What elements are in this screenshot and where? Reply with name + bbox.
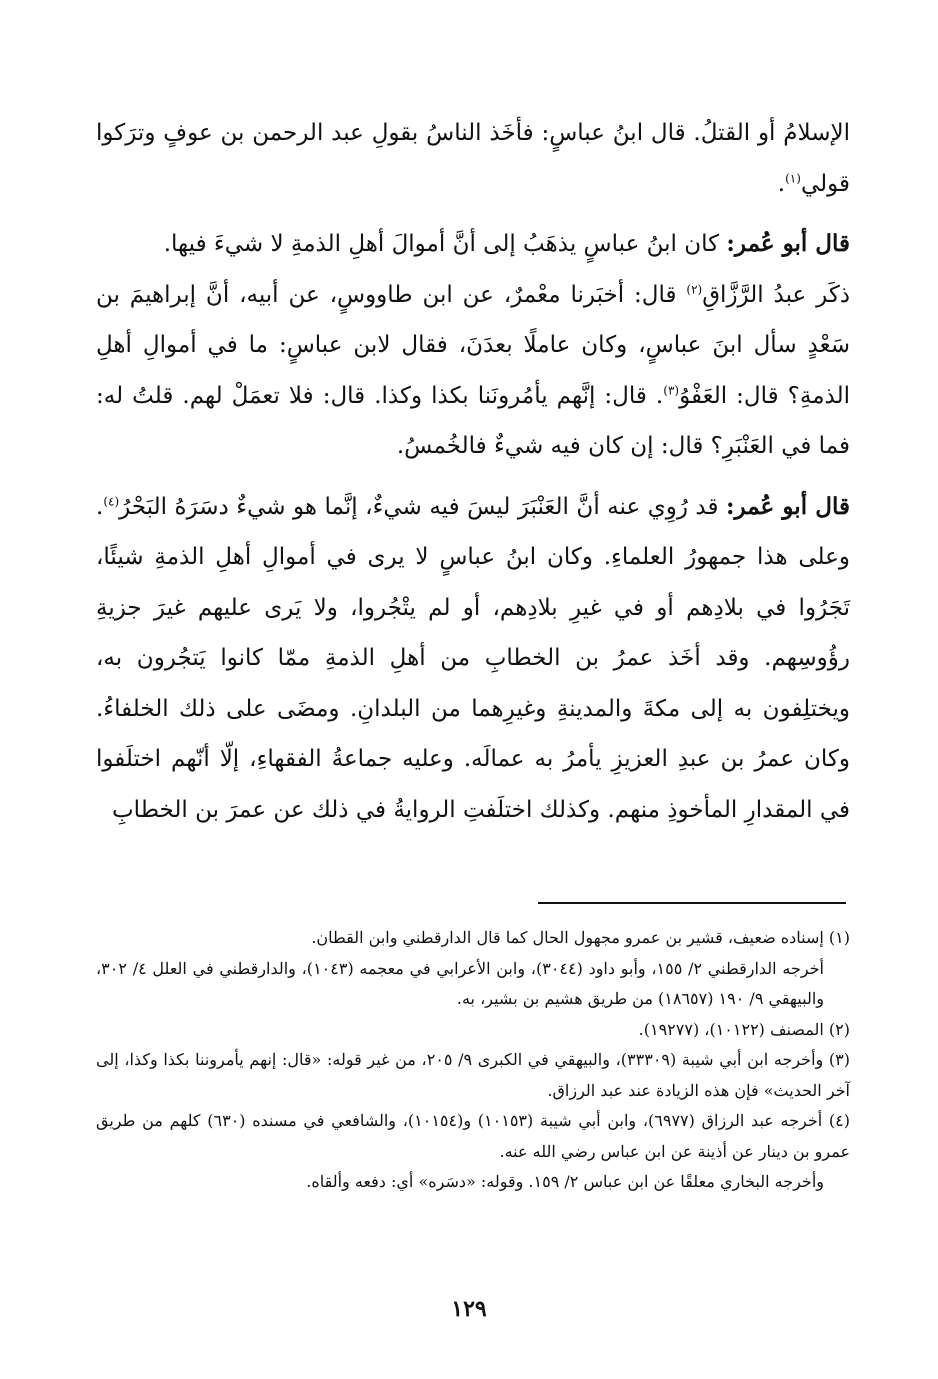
paragraph-1-end: . [777, 170, 786, 197]
footnote-1-continuation: أخرجه الدارقطني ٢/ ١٥٥، وأبو داود (٣٠٤٤)، وابن الأعرابي في معجمه (١٠٤٣)، والدارقطني في العلل ٤/ ٣٠٢، والبيهقي ٩/ ١٩٠ (١٨٦٥٧) من طريق هشيم بن بشير، به. [96, 958, 825, 1008]
main-text [96, 108, 850, 835]
paragraph-4 [96, 482, 850, 836]
footnote-ref-3[interactable]: (٣) [663, 382, 680, 397]
paragraph-4-label: قال أبو عُمر: [726, 492, 850, 520]
paragraph-4-text-b: . وعلى هذا جمهورُ العلماءِ. وكان ابنُ عباسٍ لا يرى في أموالِ أهلِ الذمةِ شيئًا، تَجَرُوا في بلادِهم أو في غيرِ بلادِهم، أو لم يتْجُروا، ولا يَرى عليهم غيرَ جزيةِ رؤُوسِهم. وقد أخَذ عمرُ بن الخطابِ من أهلِ الذمةِ ممّا كانوا يَتجُرون به، ويختلِفون به إلى مكةَ والمدينةِ وغيرِهما من البلدانِ. ومضَى على ذلك الخلفاءُ. وكان عمرُ بن عبدِ العزيزِ يأمرُ به عمالَه. وعليه جماعةُ الفقهاءِ، إلّا أنّهم اختلَفوا في المقدارِ المأخوذِ منهم. وكذلك اختلَفتِ الروايةُ في ذلك عن عمرَ بن الخطابِ [96, 493, 850, 823]
footnotes [96, 923, 850, 1198]
footnote-4-continuation: وأخرجه البخاري معلقًا عن ابن عباس ٢/ ١٥٩. وقوله: «دسَره» أي: دفعه وألقاه. [306, 1172, 824, 1191]
paragraph-3-text-c: . قال: إنَّهم يأمُرونَنا بكذا وكذا. قال: فلا تعمَلْ لهم. قلتُ له: فما في العَنْبَرِ؟ قال: إن كان فيه شيءٌ فالخُمسُ. [96, 382, 850, 459]
footnote-2: (٢) المصنف (١٠١٢٢)، (١٩٢٧٧). [638, 1019, 850, 1039]
footnote-3: (٣) وأخرجه ابن أبي شيبة (٣٣٣٠٩)، والبيهقي في الكبرى ٩/ ٢٠٥، من غير قوله: «قال: إنهم يأمروننا بكذا وكذا، إلى آخر الحديث» فإن هذه الزيادة عند عبد الرزاق. [96, 1050, 850, 1100]
footnote-ref-2[interactable]: (٢) [686, 281, 703, 296]
paragraph-1 [96, 108, 850, 209]
paragraph-2 [96, 219, 850, 270]
paragraph-4-text-a: قد رُوِي عنه أنَّ العَنْبَرَ ليسَ فيه شيءٌ، إنَّما هو شيءٌ دسَرَهُ البَحْرُ [119, 493, 719, 520]
paragraph-3 [96, 270, 850, 472]
paragraph-2-text: كان ابنُ عباسٍ يذهَبُ إلى أنَّ أموالَ أهلِ الذمةِ لا شيءَ فيها. [163, 231, 720, 257]
footnote-ref-4[interactable]: (٤) [103, 493, 120, 508]
paragraph-1-text: الإسلامُ أو القتلُ. قال ابنُ عباسٍ: فأخَذ الناسُ بقولِ عبد الرحمن بن عوفٍ وترَكوا قولي [96, 120, 850, 197]
footnote-1: (١) إسناده ضعيف، قشير بن عمرو مجهول الحال كما قال الدارقطني وابن القطان. [311, 928, 850, 947]
footnote-ref-1[interactable]: (١) [785, 170, 801, 185]
page-number: ١٢٩ [451, 1296, 487, 1322]
footnote-separator [538, 902, 846, 904]
paragraph-3-text-b: قال: أخبَرنا معْمرٌ، عن ابن طاووسٍ، عن أبيه، أنَّ إبراهيمَ بن سَعْدٍ سأل ابنَ عباسٍ، وكان عاملًا بعدَنَ، فقال لابن عباسٍ: ما في أموالِ أهلِ الذمةِ؟ قال: العَفْوُ [96, 281, 850, 409]
paragraph-3-text-a: ذكَر عبدُ الرَّزَّاقِ [702, 281, 851, 308]
footnote-4: (٤) أخرجه عبد الرزاق (٦٩٧٧)، وابن أبي شيبة (١٠١٥٣) و(١٠١٥٤)، والشافعي في مسنده (٦٣٠) كلهم من طريق عمرو بن دينار عن أذينة عن ابن عباس رضي الله عنه. [96, 1111, 850, 1161]
paragraph-2-label: قال أبو عُمر: [726, 230, 850, 257]
